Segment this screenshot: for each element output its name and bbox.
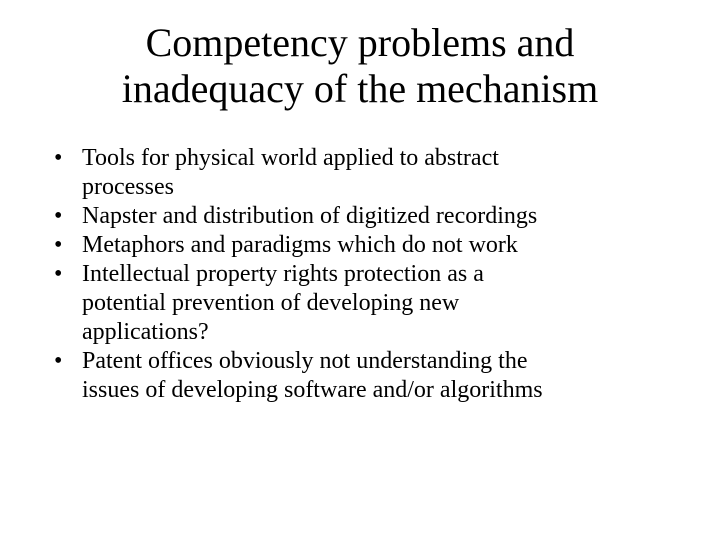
bullet-text xyxy=(82,144,654,202)
bullet-line: Tools for physical world applied to abstract xyxy=(82,145,499,171)
bullet-line: Intellectual property rights protection as a xyxy=(82,261,484,287)
bullet-item-metaphors xyxy=(54,231,654,260)
bullet-text xyxy=(82,347,654,405)
bullet-icon: • xyxy=(54,145,63,171)
bullet-text xyxy=(82,202,654,231)
bullet-icon: • xyxy=(54,203,63,229)
bullet-item-ip-rights xyxy=(54,260,654,347)
bullet-icon: • xyxy=(54,232,63,258)
slide-title-line-2: inadequacy of the mechanism xyxy=(121,66,599,111)
slide-title xyxy=(60,20,660,112)
bullet-line: potential prevention of developing new xyxy=(82,290,460,316)
bullet-text xyxy=(82,260,654,347)
bullet-item-patent-offices xyxy=(54,347,654,405)
bullet-icon: • xyxy=(54,348,63,374)
bullet-line: applications? xyxy=(82,319,209,345)
bullet-list xyxy=(54,144,654,405)
bullet-line: Napster and distribution of digitized recordings xyxy=(82,203,538,229)
bullet-line: Patent offices obviously not understanding the xyxy=(82,348,528,374)
bullet-item-tools xyxy=(54,144,654,202)
bullet-line: issues of developing software and/or algorithms xyxy=(82,377,543,403)
bullet-text xyxy=(82,231,654,260)
bullet-icon: • xyxy=(54,261,63,287)
bullet-line: processes xyxy=(82,174,174,200)
slide-title-line-1: Competency problems and xyxy=(145,20,575,65)
bullet-item-napster xyxy=(54,202,654,231)
bullet-line: Metaphors and paradigms which do not work xyxy=(82,232,518,258)
